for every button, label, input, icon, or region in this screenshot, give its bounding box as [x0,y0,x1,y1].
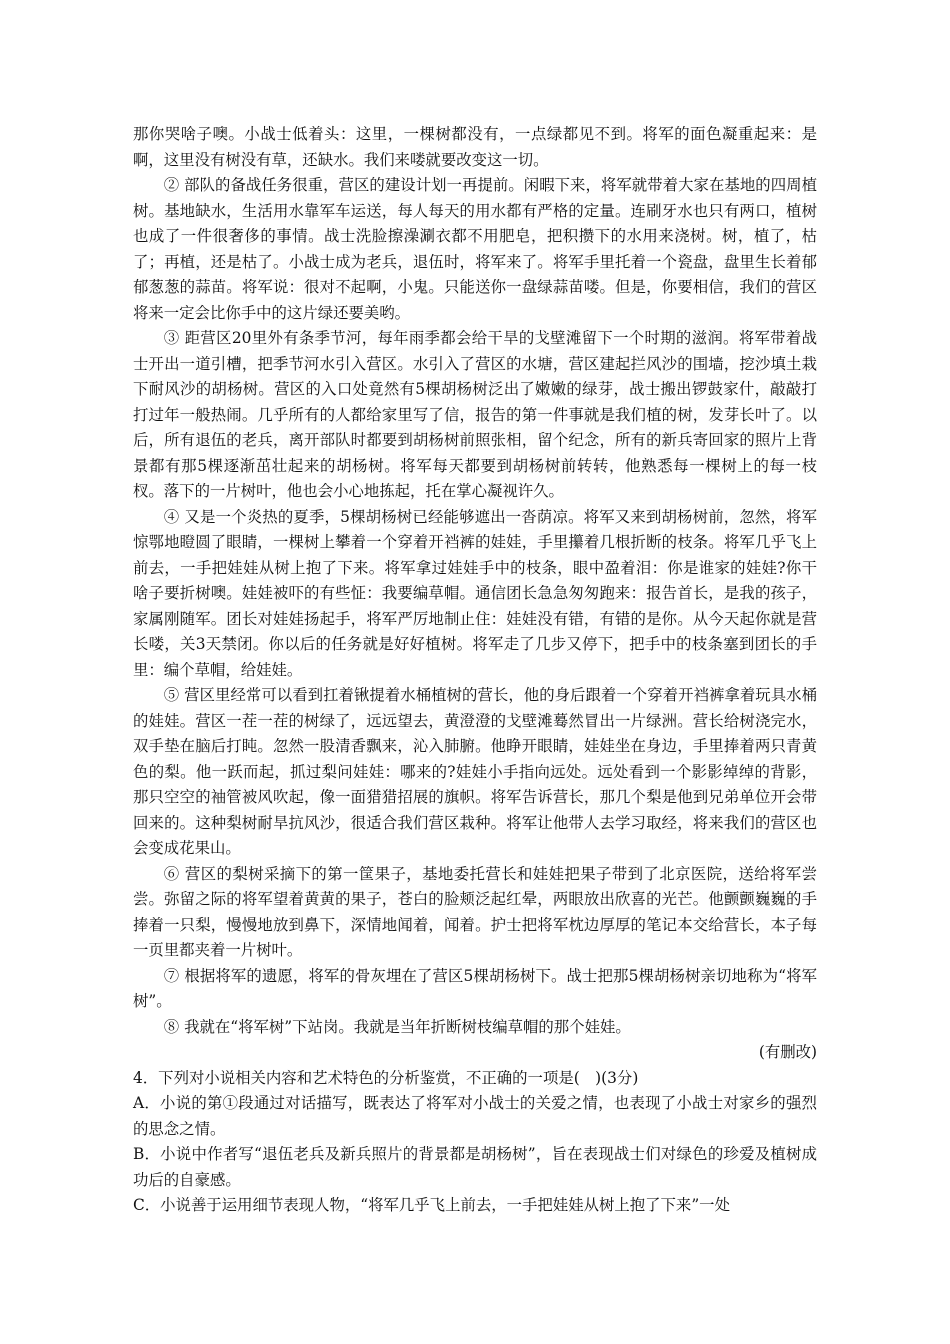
story-paragraph-7: ⑦ 根据将军的遗愿，将军的骨灰埋在了营区5棵胡杨树下。战士把那5棵胡杨树亲切地称为“将军树”。 [133,966,817,1010]
option-c: C．小说善于运用细节表现人物，“将军几乎飞上前去，一手把娃娃从树上抱了下来”一处 [133,1196,730,1214]
option-a: A．小说的第①段通过对话描写，既表达了将军对小战士的关爱之情，也表现了小战士对家乡的强烈的思念之情。 [133,1094,817,1138]
story-paragraph-6: ⑥ 营区的梨树采摘下的第一筐果子，基地委托营长和娃娃把果子带到了北京医院，送给将军尝尝。弥留之际的将军望着黄黄的果子，苍白的脸颊泛起红晕，两眼放出欣喜的光芒。他颤颤巍巍的手捧着一只梨，慢慢地放到鼻下，深情地闻着，闻着。护士把将军枕边厚厚的笔记本交给营长，本子每一页里都夹着一片树叶。 [133,864,817,959]
story-lead-paragraph: 那你哭啥子噢。小战士低着头：这里，一棵树都没有，一点绿都见不到。将军的面色凝重起来：是啊，这里没有树没有草，还缺水。我们来喽就要改变这一切。 [133,125,817,169]
story-paragraph-2: ② 部队的备战任务很重，营区的建设计划一再提前。闲暇下来，将军就带着大家在基地的四周植树。基地缺水，生活用水靠军车运送，每人每天的用水都有严格的定量。连刷牙水也只有两口，植树也成了一件很奢侈的事情。战士洗脸擦澡涮衣都不用肥皂，把积攒下的水用来浇树。树，植了，枯了；再植，还是枯了。小战士成为老兵，退伍时，将军来了。将军手里托着一个瓷盘，盘里生长着郁郁葱葱的蒜苗。将军说：很对不起啊，小鬼。只能送你一盘绿蒜苗喽。但是，你要相信，我们的营区将来一定会比你手中的这片绿还要美哟。 [133,176,817,322]
option-b: B．小说中作者写“退伍老兵及新兵照片的背景都是胡杨树”，旨在表现战士们对绿色的珍爱及植树成功后的自豪感。 [133,1145,817,1189]
document-page [133,122,817,1219]
source-note: (有删改) [758,1043,817,1061]
story-paragraph-4: ④ 又是一个炎热的夏季，5棵胡杨树已经能够遮出一沓荫凉。将军又来到胡杨树前，忽然，将军惊鄂地瞪圆了眼睛，一棵树上攀着一个穿着开裆裤的娃娃，手里攥着几根折断的枝条。将军几乎飞上前去，一手把娃娃从树上抱了下来。将军拿过娃娃手中的枝条，眼中盈着泪：你是谁家的娃娃?你干啥子要折树噢。娃娃被吓的有些怔：我要编草帽。通信团长急急匆匆跑来：报告首长，是我的孩子，家属刚随军。团长对娃娃扬起手，将军严厉地制止住：娃娃没有错，有错的是你。从今天起你就是营长喽，关3天禁闭。你以后的任务就是好好植树。将军走了几步又停下，把手中的枝条塞到团长的手里：编个草帽，给娃娃。 [133,507,817,679]
story-paragraph-3: ③ 距营区20里外有条季节河，每年雨季都会给干旱的戈壁滩留下一个时期的滋润。将军带着战士开出一道引槽，把季节河水引入营区。水引入了营区的水塘，营区建起拦风沙的围墙，挖沙填土栽下耐风沙的胡杨树。营区的入口处竟然有5棵胡杨树泛出了嫩嫩的绿芽，战士搬出锣鼓家什，敲敲打打过年一般热闹。几乎所有的人都给家里写了信，报告的第一件事就是我们植的树，发芽长叶了。以后，所有退伍的老兵，离开部队时都要到胡杨树前照张相，留个纪念，所有的新兵寄回家的照片上背景都有那5棵逐渐茁壮起来的胡杨树。将军每天都要到胡杨树前转转，他熟悉每一棵树上的每一枝杈。落下的一片树叶，他也会小心地拣起，托在掌心凝视许久。 [133,329,817,500]
story-paragraph-8: ⑧ 我就在“将军树”下站岗。我就是当年折断树枝编草帽的那个娃娃。 [163,1017,631,1036]
story-paragraph-5: ⑤ 营区里经常可以看到扛着锹提着水桶植树的营长，他的身后跟着一个穿着开裆裤拿着玩具水桶的娃娃。营区一茬一茬的树绿了，远远望去，黄澄澄的戈壁滩蓦然冒出一片绿洲。营长给树浇完水，双手垫在脑后打盹。忽然一股清香飘来，沁入肺腑。他睁开眼睛，娃娃坐在身边，手里捧着两只青黄色的梨。他一跃而起，抓过梨问娃娃：哪来的?娃娃小手指向远处。远处看到一个影影绰绰的背影，那只空空的袖管被风吹起，像一面猎猎招展的旗帜。将军告诉营长，那几个梨是他到兄弟单位开会带回来的。这种梨树耐旱抗风沙，很适合我们营区栽种。将军让他带人去学习取经，将来我们的营区也会变成花果山。 [133,686,817,857]
question-stem: 4．下列对小说相关内容和艺术特色的分析鉴赏，不正确的一项是( )(3分) [133,1068,639,1087]
